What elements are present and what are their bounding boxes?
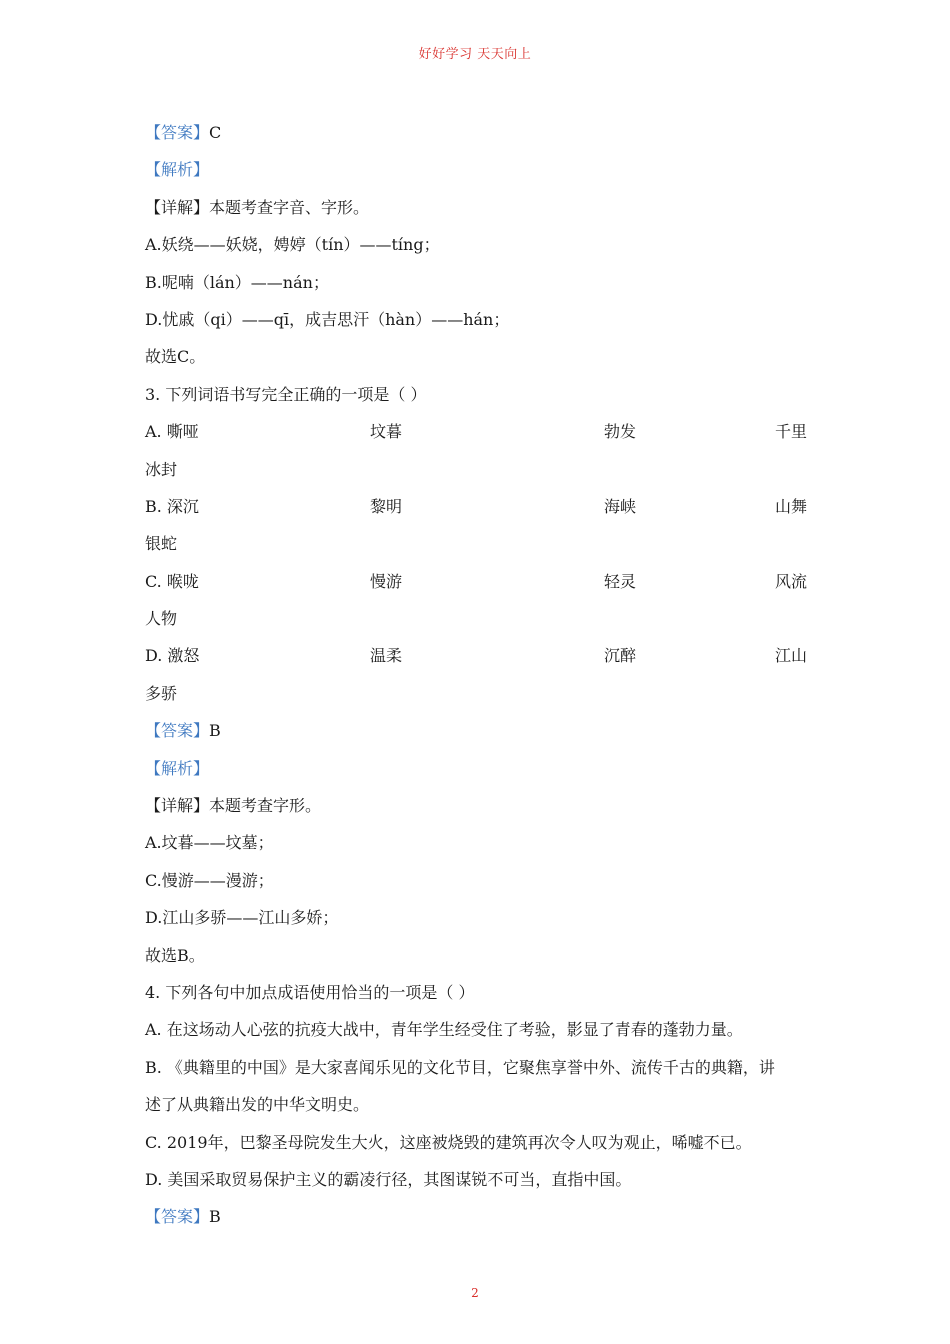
q4-option-a: A. 在这场动人心弦的抗疫大战中，青年学生经受住了考验，影显了青春的蓬勃力量。 (145, 1020, 743, 1040)
q3-detail (145, 793, 807, 830)
answer-value: B (209, 1207, 221, 1227)
answer-label: 【答案】 (145, 721, 210, 741)
option-word: D. 激怒 (145, 646, 200, 666)
q4-answer (145, 1204, 807, 1241)
option-word: 慢游 (370, 571, 403, 591)
q2-point-a: A.妖绕——妖娆，娉婷（tín）——tíng； (145, 235, 440, 255)
q3-conclusion: 故选B。 (145, 945, 205, 965)
option-word: 江山 (774, 646, 807, 666)
q2-conclusion: 故选C。 (145, 347, 206, 367)
page-number: 2 (471, 1286, 479, 1300)
analysis-label: 【解析】 (145, 758, 210, 778)
detail-text: 本题考查字形。 (209, 796, 322, 816)
q3-option-a (145, 419, 807, 456)
option-word: 沉醉 (604, 646, 637, 666)
option-word: 勃发 (604, 422, 637, 442)
q4-option-b: B. 《典籍里的中国》是大家喜闻乐见的文化节目，它聚焦享誉中外、流传千古的典籍，讲 (145, 1057, 775, 1077)
answer-label: 【答案】 (145, 123, 210, 142)
q2-point-d: D.忧戚（qi）——qī，成吉思汗（hàn）——hán； (145, 309, 510, 329)
q3-option-b (145, 494, 807, 531)
option-word: 坟暮 (370, 422, 403, 442)
answer-label: 【答案】 (145, 1207, 210, 1227)
option-word: 温柔 (370, 646, 403, 666)
q4-option-d: D. 美国采取贸易保护主义的霸凌行径，其图谋锐不可当，直指中国。 (145, 1169, 632, 1189)
detail-label: 【详解】 (145, 197, 210, 217)
answer-value: B (209, 721, 221, 741)
q3-option-b-wrap: 银蛇 (145, 534, 178, 554)
q2-point-b: B.呢喃（lán）——nán； (145, 272, 329, 292)
q2-answer (145, 120, 807, 157)
option-word: 黎明 (370, 496, 403, 516)
option-word: 千里 (774, 422, 807, 442)
q3-point-d: D.江山多骄——江山多娇； (145, 908, 339, 928)
option-word: 轻灵 (604, 571, 637, 591)
q2-detail (145, 195, 807, 232)
option-word: A. 嘶哑 (145, 422, 199, 442)
q4-option-c: C. 2019年，巴黎圣母院发生大火，这座被烧毁的建筑再次令人叹为观止，唏嘘不已。 (145, 1132, 752, 1152)
document-body (145, 120, 807, 1242)
q3-option-c-wrap: 人物 (145, 609, 178, 629)
q3-stem: 3. 下列词语书写完全正确的一项是（ ） (145, 384, 427, 404)
detail-text: 本题考查字音、字形。 (209, 197, 370, 217)
q3-option-d-wrap: 多骄 (145, 683, 178, 703)
q4-option-b-cont: 述了从典籍出发的中华文明史。 (145, 1095, 370, 1115)
q3-point-a: A.坟暮——坟墓； (145, 833, 274, 853)
answer-value: C (209, 123, 222, 142)
option-word: C. 喉咙 (145, 571, 199, 591)
q3-option-a-wrap: 冰封 (145, 459, 178, 479)
page-header: 好好学习 天天向上 (418, 47, 532, 62)
q3-point-c: C.慢游——漫游； (145, 870, 274, 890)
option-word: 山舞 (774, 496, 807, 516)
option-word: 海峡 (604, 496, 637, 516)
option-word: B. 深沉 (145, 496, 199, 516)
q3-option-c (145, 569, 807, 606)
analysis-label: 【解析】 (145, 160, 210, 180)
q4-stem: 4. 下列各句中加点成语使用恰当的一项是（ ） (145, 982, 475, 1002)
q3-option-d (145, 643, 807, 680)
detail-label: 【详解】 (145, 796, 210, 816)
option-word: 风流 (774, 571, 807, 591)
q3-answer (145, 718, 807, 755)
